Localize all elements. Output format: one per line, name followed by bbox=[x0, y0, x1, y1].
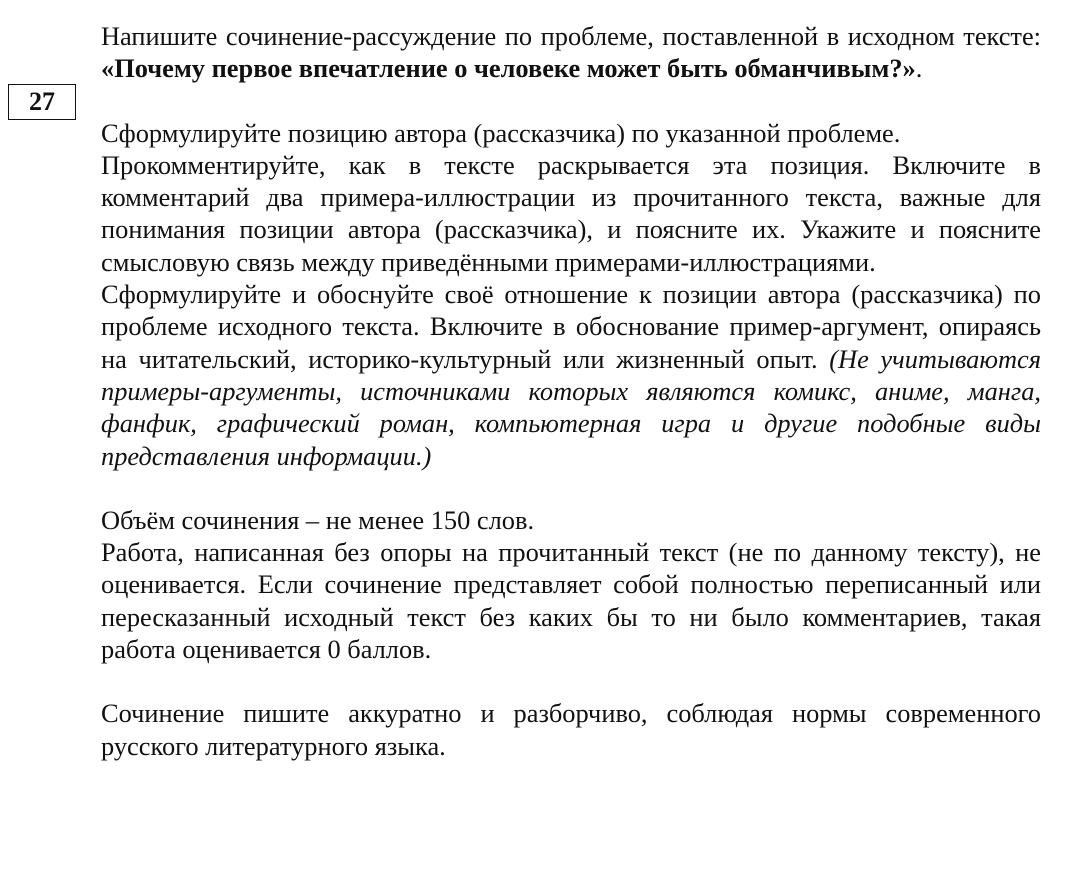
instruction-position: Сформулируйте позицию автора (рассказчика) по указанной проблеме. bbox=[101, 117, 901, 148]
task-number: 27 bbox=[29, 87, 55, 116]
instruction-argument-note: (Не учитываются примеры-аргументы, источниками которых являются комикс, аниме, манга, фанфик, графический роман, компьютерная игра и другие подобные виды представления информации.) bbox=[101, 343, 1041, 471]
requirement-grading: Работа, написанная без опоры на прочитанный текст (не по данному тексту), не оценивается. Если сочинение представляет собой полностью переписанный или пересказанный исходный текст без каких бы то ни было комментариев, такая работа оценивается 0 баллов. bbox=[101, 537, 1041, 665]
prompt-end: . bbox=[915, 53, 923, 84]
closing-note: Сочинение пишите аккуратно и разборчиво, соблюдая нормы современного русского литературного языка. bbox=[101, 698, 1041, 761]
prompt-intro: Напишите сочинение-рассуждение по проблеме, поставленной в исходном тексте: bbox=[101, 21, 1041, 51]
task-number-box bbox=[8, 84, 76, 120]
task-content bbox=[101, 20, 1041, 762]
prompt-question: «Почему первое впечатление о человеке может быть обманчивым?» bbox=[101, 53, 916, 84]
instruction-comment: Прокомментируйте, как в тексте раскрывается эта позиция. Включите в комментарий два примера-иллюстрации из прочитанного текста, важные для понимания позиции автора (рассказчика), и поясните их. Укажите и поясните смысловую связь между приведёнными примерами-иллюстрациями. bbox=[101, 149, 1041, 277]
instruction-argument-text: Сформулируйте и обоснуйте своё отношение к позиции автора (рассказчика) по проблеме исходного текста. Включите в обоснование пример-аргумент, опираясь на читательский, историко-культурный или жизненный опыт. bbox=[101, 279, 1041, 374]
prompt-paragraph bbox=[101, 20, 1041, 85]
requirement-volume: Объём сочинения – не менее 150 слов. bbox=[101, 504, 535, 535]
instruction-argument bbox=[101, 278, 1041, 472]
